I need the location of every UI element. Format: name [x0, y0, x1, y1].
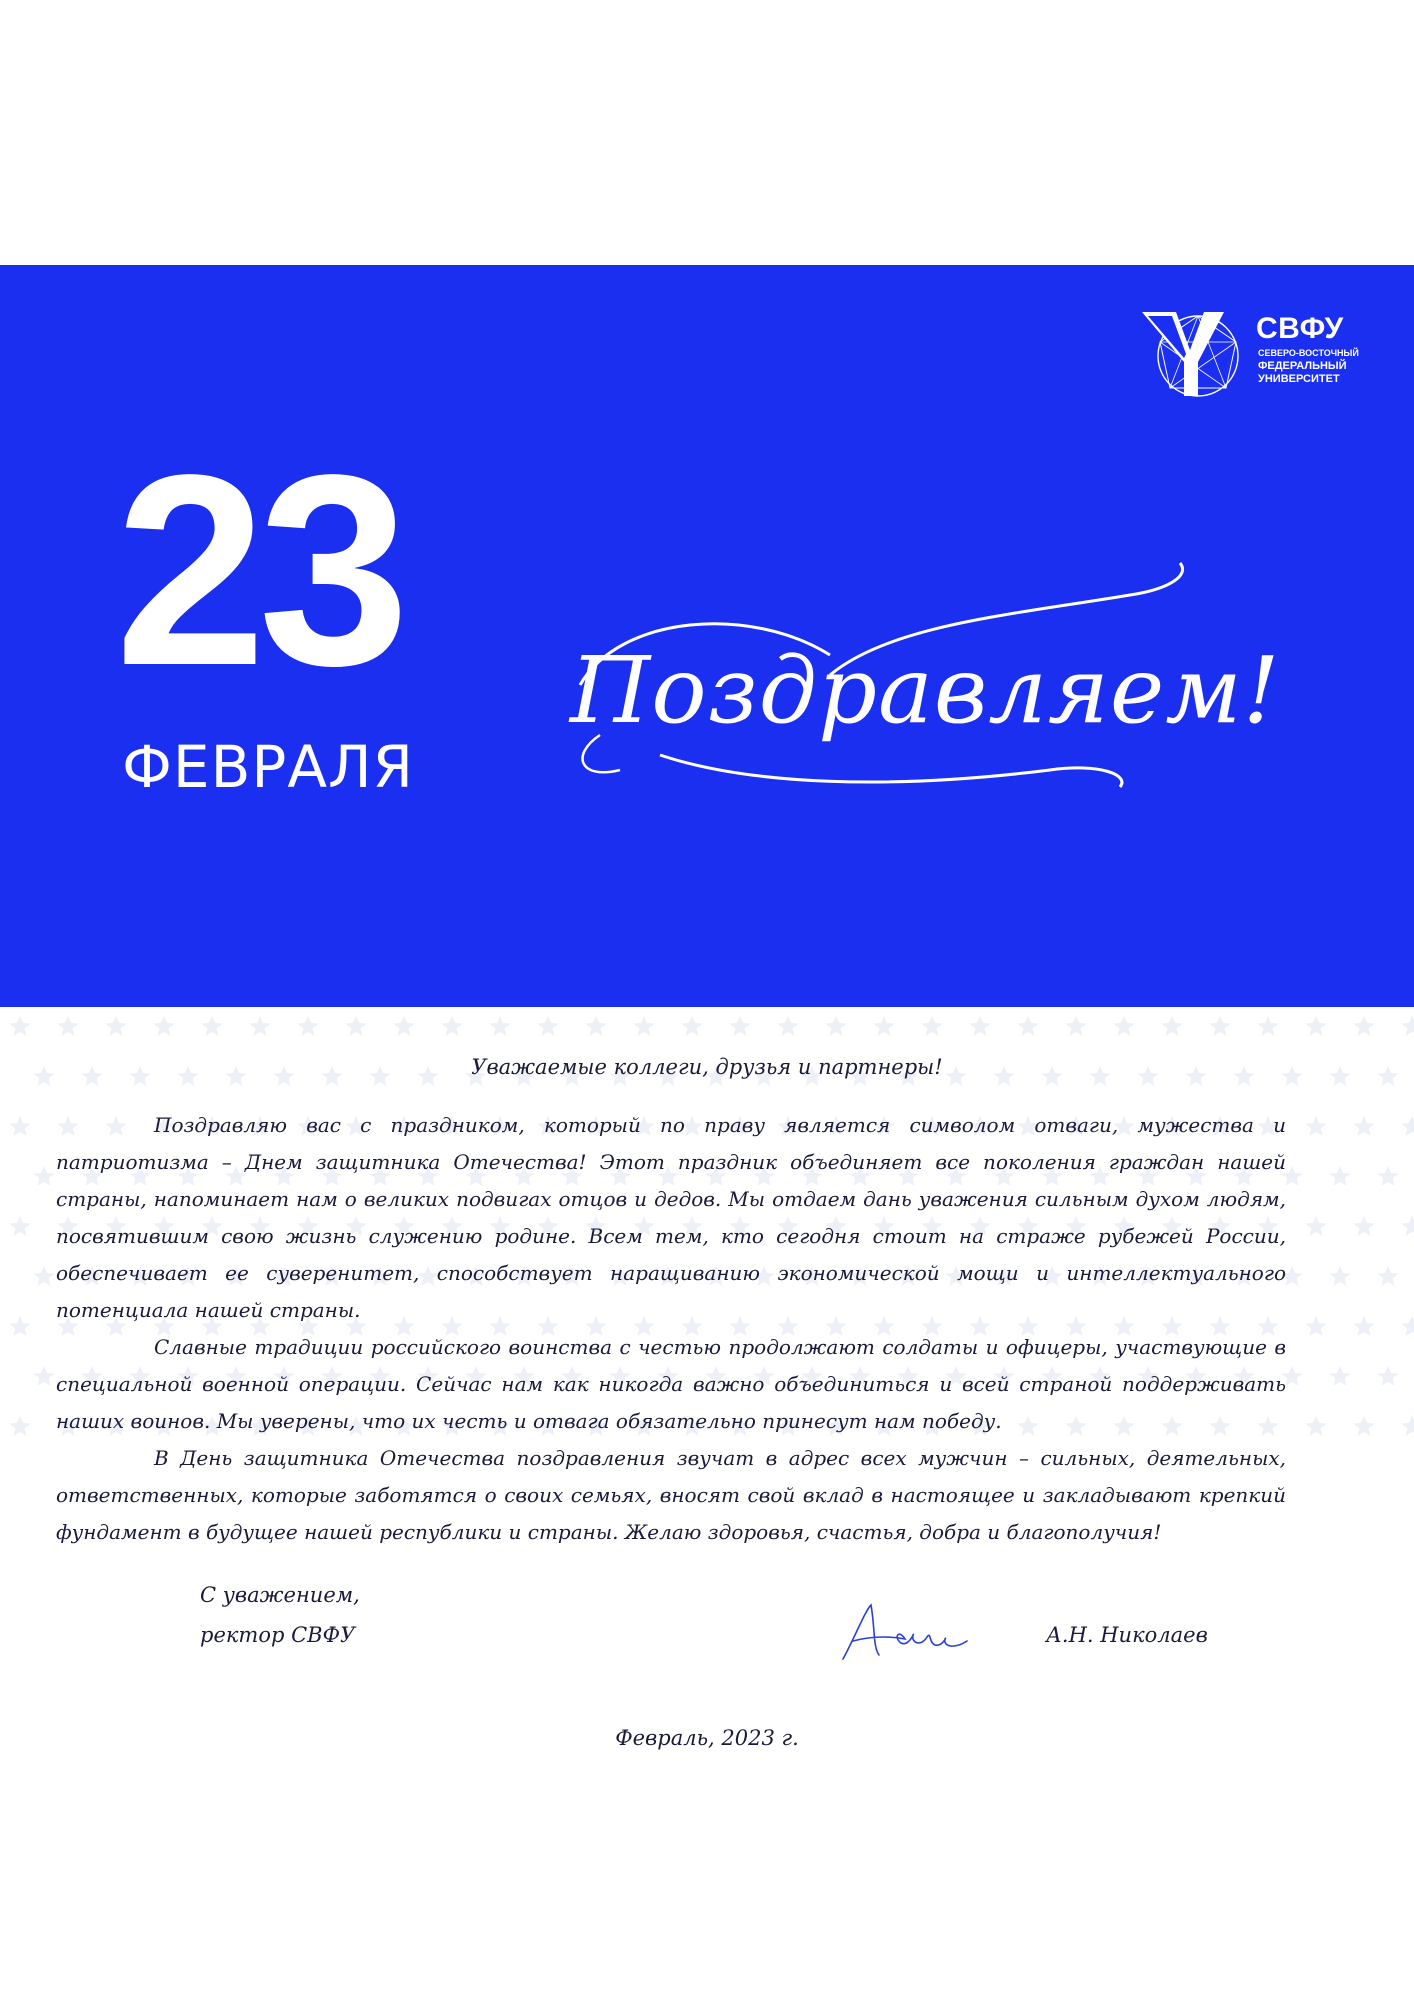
- star-pattern-mark: [874, 1016, 895, 1036]
- star-pattern-mark: [1306, 1416, 1327, 1436]
- star-pattern-mark: [1306, 1016, 1327, 1036]
- star-pattern-mark: [1354, 1116, 1375, 1136]
- star-pattern-mark: [922, 1016, 943, 1036]
- closing-regards: С уважением,: [200, 1583, 360, 1607]
- star-pattern-mark: [10, 1016, 31, 1036]
- star-pattern-mark: [394, 1016, 415, 1036]
- closing-title: ректор СВФУ: [200, 1623, 356, 1647]
- star-pattern-mark: [1330, 1366, 1351, 1386]
- university-emblem-icon: [1128, 302, 1248, 402]
- logo-line-2: ФЕДЕРАЛЬНЫЙ: [1258, 360, 1347, 372]
- star-pattern-mark: [490, 1016, 511, 1036]
- letter-date: Февраль, 2023 г.: [615, 1726, 799, 1750]
- star-pattern-mark: [1306, 1316, 1327, 1336]
- star-pattern-mark: [1402, 1016, 1414, 1036]
- star-pattern-mark: [1258, 1016, 1279, 1036]
- star-pattern-mark: [10, 1316, 31, 1336]
- star-pattern-mark: [298, 1016, 319, 1036]
- star-pattern-mark: [586, 1016, 607, 1036]
- star-pattern-mark: [10, 1116, 31, 1136]
- star-pattern-mark: [442, 1016, 463, 1036]
- holiday-day-number: 23: [115, 418, 402, 722]
- holiday-month: ФЕВРАЛЯ: [122, 733, 414, 801]
- star-pattern-mark: [538, 1016, 559, 1036]
- header-banner: [0, 265, 1414, 1007]
- star-pattern-mark: [250, 1016, 271, 1036]
- star-pattern-mark: [1330, 1266, 1351, 1286]
- star-pattern-mark: [730, 1016, 751, 1036]
- letter-paragraph: Славные традиции российского воинства с честью продолжают солдаты и офицеры, участвующие в специальной военной операции. Сейчас нам как никогда важно объединиться и всей страной поддерживать наших воинов. Мы уверены, что их честь и отвага обязательно принесут нам победу.: [56, 1335, 1286, 1433]
- logo-line-1: СЕВЕРО-ВОСТОЧНЫЙ: [1258, 348, 1359, 358]
- star-pattern-mark: [1354, 1216, 1375, 1236]
- star-pattern-mark: [106, 1016, 127, 1036]
- star-pattern-mark: [34, 1366, 55, 1386]
- star-pattern-mark: [1402, 1316, 1414, 1336]
- greeting-calligraphy: [530, 555, 1281, 815]
- logo-line-3: УНИВЕРСИТЕТ: [1258, 373, 1340, 385]
- star-pattern-mark: [1306, 1116, 1327, 1136]
- letter-paragraph: Поздравляю вас с праздником, который по праву является символом отваги, мужества и патриотизма – Днем защитника Отечества! Этот праздник объединяет все поколения граждан нашей страны, напоминает нам о великих подвигах отцов и дедов. Мы отдаем дань уважения сильным духом людям, посвятившим свою жизнь служению родине. Всем тем, кто сегодня стоит на страже рубежей России, обеспечивает ее суверенитет, способствует наращиванию экономической мощи и интеллектуального потенциала нашей страны.: [56, 1113, 1286, 1322]
- letter-salutation: Уважаемые коллеги, друзья и партнеры!: [471, 1055, 943, 1079]
- handwritten-signature: [835, 1597, 975, 1667]
- letter-body: [56, 1107, 1286, 1551]
- star-pattern-mark: [1378, 1266, 1399, 1286]
- star-pattern-mark: [1066, 1016, 1087, 1036]
- greeting-text: Поздравляем!: [570, 637, 1281, 744]
- star-pattern-mark: [1018, 1016, 1039, 1036]
- star-pattern-mark: [202, 1016, 223, 1036]
- star-pattern-mark: [1162, 1016, 1183, 1036]
- star-pattern-mark: [1210, 1016, 1231, 1036]
- star-pattern-mark: [1354, 1016, 1375, 1036]
- star-pattern-mark: [10, 1216, 31, 1236]
- star-pattern-mark: [34, 1166, 55, 1186]
- star-pattern-mark: [154, 1016, 175, 1036]
- star-pattern-mark: [1378, 1166, 1399, 1186]
- star-pattern-mark: [1354, 1316, 1375, 1336]
- logo-abbreviation: СВФУ: [1256, 312, 1344, 345]
- star-pattern-mark: [1402, 1216, 1414, 1236]
- letter-section: [0, 1007, 1414, 2000]
- star-pattern-mark: [1306, 1216, 1327, 1236]
- star-pattern-mark: [1330, 1166, 1351, 1186]
- star-pattern-mark: [682, 1016, 703, 1036]
- star-pattern-mark: [1402, 1416, 1414, 1436]
- star-pattern-mark: [778, 1016, 799, 1036]
- star-pattern-mark: [10, 1416, 31, 1436]
- letter-paragraph: В День защитника Отечества поздравления звучат в адрес всех мужчин – сильных, деятельных, ответственных, которые заботятся о своих семьях, вносят свой вклад в настоящее и закладывают крепкий фундамент в будущее нашей республики и страны. Желаю здоровья, счастья, добра и благополучия!: [56, 1446, 1286, 1544]
- star-pattern-mark: [1354, 1416, 1375, 1436]
- star-pattern-mark: [1114, 1016, 1135, 1036]
- star-pattern-mark: [34, 1266, 55, 1286]
- signer-name: А.Н. Николаев: [1046, 1623, 1208, 1647]
- star-pattern-mark: [634, 1016, 655, 1036]
- star-pattern-mark: [970, 1016, 991, 1036]
- star-pattern-mark: [58, 1016, 79, 1036]
- star-pattern-mark: [1378, 1366, 1399, 1386]
- star-pattern-mark: [826, 1016, 847, 1036]
- university-logo: [1128, 302, 1368, 402]
- star-pattern-mark: [1402, 1116, 1414, 1136]
- star-pattern-mark: [346, 1016, 367, 1036]
